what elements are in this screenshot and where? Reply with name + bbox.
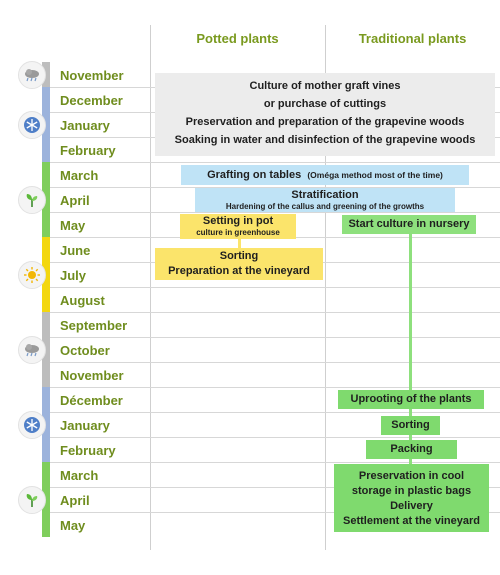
mother-vines-line-4: Soaking in water and disinfection of the grapevine woods <box>174 134 476 146</box>
delivery-line-3: Delivery <box>390 500 433 512</box>
sorting-traditional-box: Sorting <box>381 416 440 435</box>
sorting-potted-label: Sorting <box>219 250 259 262</box>
month-label: March <box>60 168 99 183</box>
packing-box: Packing <box>366 440 457 459</box>
preparation-label: Preparation at the vineyard <box>168 265 310 277</box>
month-label: October <box>60 343 110 358</box>
rain-cloud-icon <box>18 336 46 364</box>
month-label: July <box>60 268 87 283</box>
row-divider <box>50 362 500 363</box>
mother-vines-line-1: Culture of mother graft vines <box>249 80 401 92</box>
snowflake-icon <box>18 411 46 439</box>
month-label: Décember <box>60 393 123 408</box>
stratification-label: Stratification <box>291 189 359 201</box>
mother-vines-line-2: or purchase of cuttings <box>263 98 387 110</box>
month-label: September <box>60 318 128 333</box>
sun-icon <box>18 261 46 289</box>
month-label: May <box>60 218 86 233</box>
sprout-icon <box>18 486 46 514</box>
month-label: March <box>60 468 99 483</box>
header-traditional-plants: Traditional plants <box>358 31 467 46</box>
header-potted-plants: Potted plants <box>196 31 279 46</box>
snowflake-icon <box>18 111 46 139</box>
rain-cloud-icon <box>18 61 46 89</box>
month-label: June <box>60 243 91 258</box>
grafting-box <box>181 165 469 185</box>
row-divider <box>50 337 500 338</box>
nursery-box: Start culture in nursery <box>342 215 476 234</box>
month-label: December <box>60 93 123 108</box>
month-label: May <box>60 518 86 533</box>
sprout-icon <box>18 186 46 214</box>
potted-connector <box>238 239 241 248</box>
greenhouse-label: culture in greenhouse <box>196 228 280 237</box>
row-divider <box>50 437 500 438</box>
row-divider <box>50 462 500 463</box>
month-label: April <box>60 193 90 208</box>
month-label: November <box>60 368 124 383</box>
grafting-label: Grafting on tables <box>207 169 302 181</box>
setting-in-pot-label: Setting in pot <box>202 215 274 227</box>
setting-in-pot-box <box>180 214 296 239</box>
stratification-box <box>195 188 455 212</box>
delivery-line-4: Settlement at the vineyard <box>343 515 480 527</box>
month-label: January <box>60 418 110 433</box>
row-divider <box>50 387 500 388</box>
month-label: February <box>60 443 116 458</box>
mother-vines-line-3: Preservation and preparation of the grapevine woods <box>185 116 465 128</box>
delivery-line-2: storage in plastic bags <box>351 485 472 497</box>
row-divider <box>50 412 500 413</box>
hardening-label: Hardening of the callus and greening of the growths <box>225 202 425 211</box>
row-divider <box>50 162 500 163</box>
month-label: November <box>60 68 124 83</box>
delivery-line-1: Preservation in cool <box>358 470 465 482</box>
grafting-note: (Oméga method most of the time) <box>307 170 443 180</box>
month-label: February <box>60 143 116 158</box>
month-label: January <box>60 118 110 133</box>
mother-vines-box <box>155 73 495 156</box>
delivery-box <box>334 464 489 532</box>
row-divider <box>50 287 500 288</box>
sorting-preparation-box <box>155 248 323 280</box>
month-label: April <box>60 493 90 508</box>
uprooting-box: Uprooting of the plants <box>338 390 484 409</box>
row-divider <box>50 212 500 213</box>
row-divider <box>50 312 500 313</box>
month-label: August <box>60 293 105 308</box>
